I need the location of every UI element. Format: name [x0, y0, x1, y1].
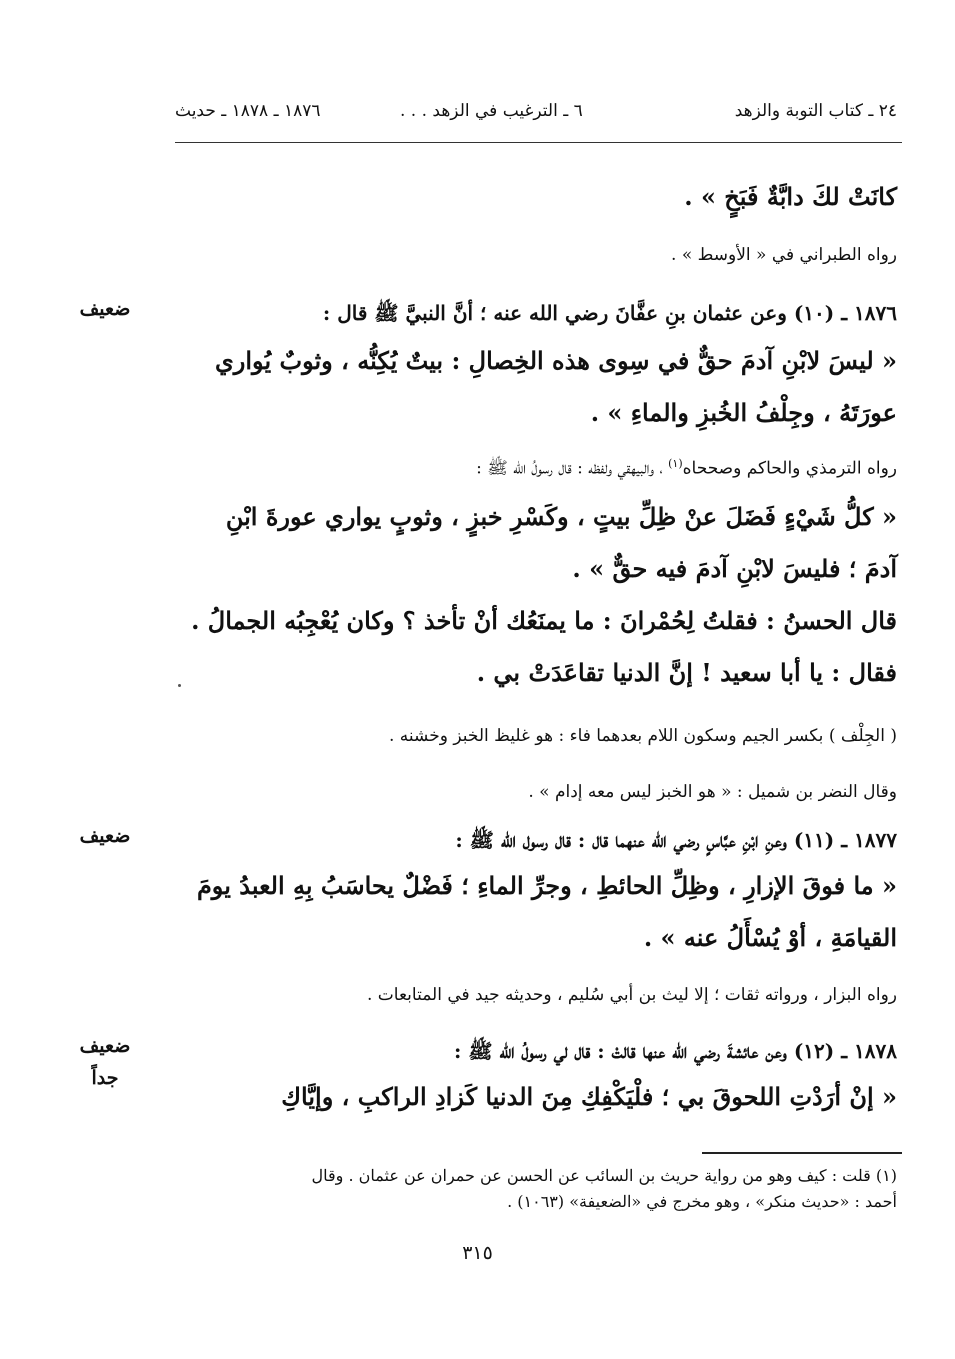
footnote-line: (١) قلت : كيف وهو من رواية حريث بن السائب عن الحسن عن حمران عن عثمان . وقال: [311, 1166, 897, 1185]
hadith-1876: [160, 293, 897, 439]
page-number: ٣١٥: [462, 1242, 493, 1264]
text-line: فقال : يا أبا سعيد ! إنَّ الدنيا تقاعَدَتْ بي .: [476, 658, 897, 687]
header-chapter-title: ٦ ـ الترغيب في الزهد . . .: [400, 101, 583, 121]
source-text: رواه الترمذي والحاكم وصححاه: [682, 458, 897, 479]
source-note: [160, 449, 897, 484]
text-line: « ليسَ لابْنِ آدمَ حقٌّ في سِوى هذه الخِصالِ : بيتٌ يُكِنُّه ، وثوبٌ يُواري: [215, 346, 897, 375]
hadith-intro: ١٨٧٧ ـ (١١) وعنِ ابْنِ عبَّاسٍ رضي الله عنهما قال : قال رسول الله ﷺ :: [455, 828, 897, 852]
footnote: [160, 1163, 897, 1215]
hadith-1878: [160, 1031, 897, 1123]
grade-label-1878: ضعيف: [79, 1035, 131, 1057]
body-text: [160, 171, 897, 223]
header-divider: [175, 142, 902, 143]
text-line: [160, 449, 897, 484]
hadith-1877: [160, 820, 897, 964]
header-book-title: ٢٤ ـ كتاب التوبة والزهد: [734, 101, 897, 121]
footnote-marker: (١): [668, 457, 683, 470]
hadith-text: [160, 491, 897, 699]
text-line: آدمَ ؛ فليسَ لابْنِ آدمَ فيه حقٌّ » .: [572, 554, 897, 583]
text-line: رواه الطبراني في « الأوسط » .: [671, 245, 897, 265]
text-line: القيامَةِ ، أوْ يُسْأَلُ عنه » .: [643, 923, 897, 952]
footnote-divider: [702, 1152, 902, 1154]
text-line: وقال النضر بن شميل : « هو الخبز ليس معه إدام » .: [528, 782, 897, 802]
grade-label-1877: ضعيف: [79, 825, 131, 847]
text-line: كانَتْ لكَ دابَّةٌ فَبَخٍ » .: [684, 182, 897, 211]
hadith-intro: ١٨٧٦ ـ (١٠) وعن عثمان بنِ عفَّانَ رضي الله عنه ؛ أنَّ النبيَّ ﷺ قال :: [322, 301, 897, 325]
text-line: « إنْ أرَدْتِ اللحوقَ بي ؛ فلْيَكْفِكِ مِنَ الدنيا كَزادِ الراكبِ ، وإيَّاكِ: [281, 1082, 897, 1111]
text-line: رواه البزار ، ورواته ثقات ؛ إلا ليث بن أبي سُليم ، وحديثه جيد في المتابعات .: [366, 985, 897, 1005]
text-line: قال الحسنُ : فقلتُ لِحُمْرانَ : ما يمنَعُك أنْ تأخذ ؟ وكان يُعْجِبُه الجمالُ .: [191, 606, 897, 635]
footnote-line: أحمد : «حديث منكر» ، وهو مخرج في «الضعيفة» (١٠٦٣) .: [507, 1192, 897, 1211]
text-line: « كلُّ شَيْءٍ فَضَلَ عنْ ظِلِّ بيتٍ ، وكَسْرِ خبزٍ ، وثوبٍ يواري عورةَ ابْنِ: [225, 502, 897, 531]
stray-mark: [178, 684, 181, 687]
source-note: [160, 980, 897, 1010]
source-text: ، والبيهقي ولفظه : قال رسولُ الله ﷺ :: [476, 458, 669, 479]
source-note: [160, 240, 897, 270]
text-line: « ما فوقَ الإزارِ ، وظِلِّ الحائطِ ، وجرِّ الماءِ ؛ فَضْلٌ يحاسَبُ بِهِ العبدُ يومَ: [196, 871, 897, 900]
text-line: ( الجِلْف ) بكسر الجيم وسكون اللام بعدهما فاء : هو غليظ الخبز وخشنه .: [389, 726, 897, 746]
text-line: عورَتَهُ ، وجِلْفُ الخُبزِ والماءِ » .: [590, 398, 897, 427]
hadith-intro: ١٨٧٨ ـ (١٢) وعن عائشةَ رضي الله عنها قالتْ : قال لي رسولُ الله ﷺ :: [454, 1039, 897, 1063]
grade-label-1876: ضعيف: [79, 298, 131, 320]
grade-label-1878-qualifier: جداً: [91, 1067, 119, 1089]
header-hadith-range: ١٨٧٦ ـ ١٨٧٨ ـ حديث: [175, 101, 321, 121]
gloss-note: [160, 708, 897, 820]
